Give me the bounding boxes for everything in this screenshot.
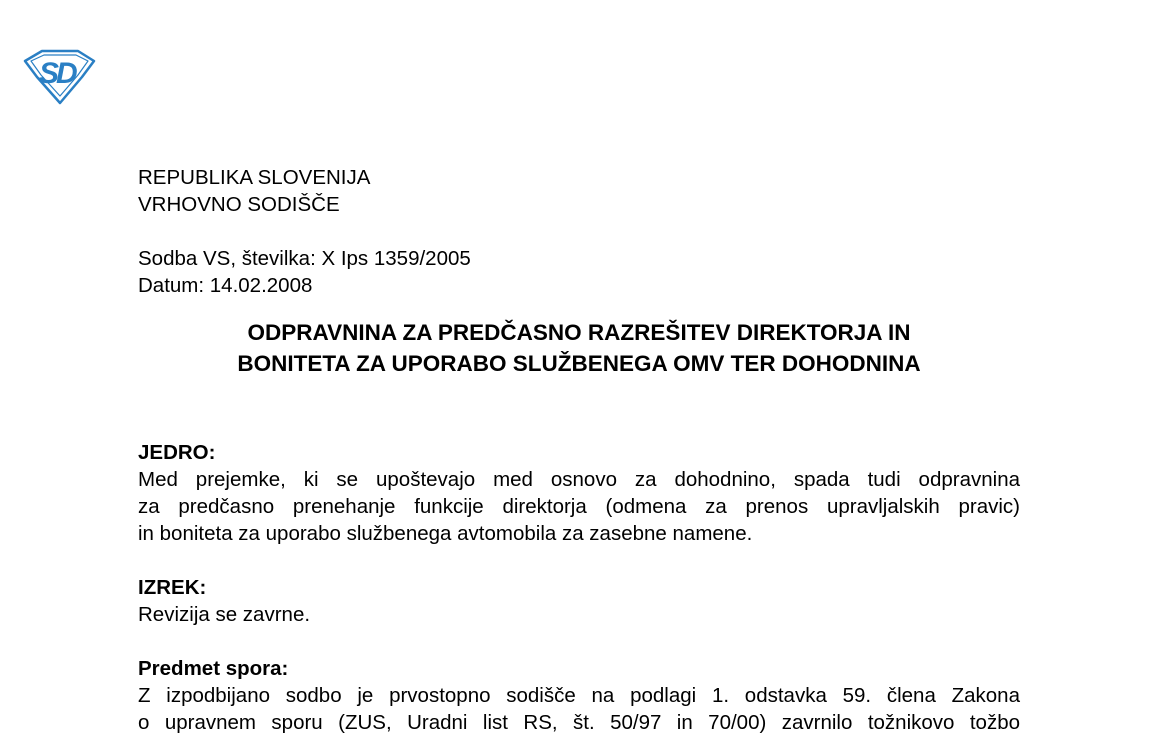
document-title bbox=[138, 317, 1020, 379]
svg-text:D: D bbox=[56, 57, 78, 90]
jedro-heading: JEDRO: bbox=[138, 441, 216, 464]
izrek-section bbox=[138, 574, 1020, 628]
case-number: Sodba VS, številka: X Ips 1359/2005 bbox=[138, 247, 471, 270]
izrek-heading: IZREK: bbox=[138, 576, 207, 599]
sd-logo-letters bbox=[39, 57, 78, 90]
title-line-2: BONITETA ZA UPORABO SLUŽBENEGA OMV TER DOHODNINA bbox=[237, 351, 921, 376]
jedro-line-1: Med prejemke, ki se upoštevajo med osnovo za dohodnino, spada tudi odpravnina bbox=[138, 468, 1020, 491]
court-name: VRHOVNO SODIŠČE bbox=[138, 193, 340, 216]
jedro-section bbox=[138, 439, 1020, 547]
predmet-section bbox=[138, 655, 1020, 736]
country-name: REPUBLIKA SLOVENIJA bbox=[138, 166, 371, 189]
jedro-line-3: in boniteta za uporabo službenega avtomobila za zasebne namene. bbox=[138, 522, 753, 545]
izrek-text: Revizija se zavrne. bbox=[138, 603, 311, 626]
predmet-line-2: o upravnem sporu (ZUS, Uradni list RS, št. 50/97 in 70/00) zavrnilo tožnikovo tožbo bbox=[138, 711, 1020, 734]
jedro-line-2: za predčasno prenehanje funkcije direktorja (odmena za prenos upravljalskih pravic) bbox=[138, 495, 1020, 518]
title-line-1: ODPRAVNINA ZA PREDČASNO RAZREŠITEV DIREKTORJA IN bbox=[247, 320, 911, 345]
sd-logo-icon bbox=[22, 47, 96, 105]
case-date: Datum: 14.02.2008 bbox=[138, 274, 313, 297]
svg-text:S: S bbox=[39, 57, 60, 90]
document-body bbox=[138, 164, 1020, 736]
predmet-heading: Predmet spora: bbox=[138, 657, 289, 680]
predmet-line-1: Z izpodbijano sodbo je prvostopno sodišče na podlagi 1. odstavka 59. člena Zakona bbox=[138, 684, 1020, 707]
